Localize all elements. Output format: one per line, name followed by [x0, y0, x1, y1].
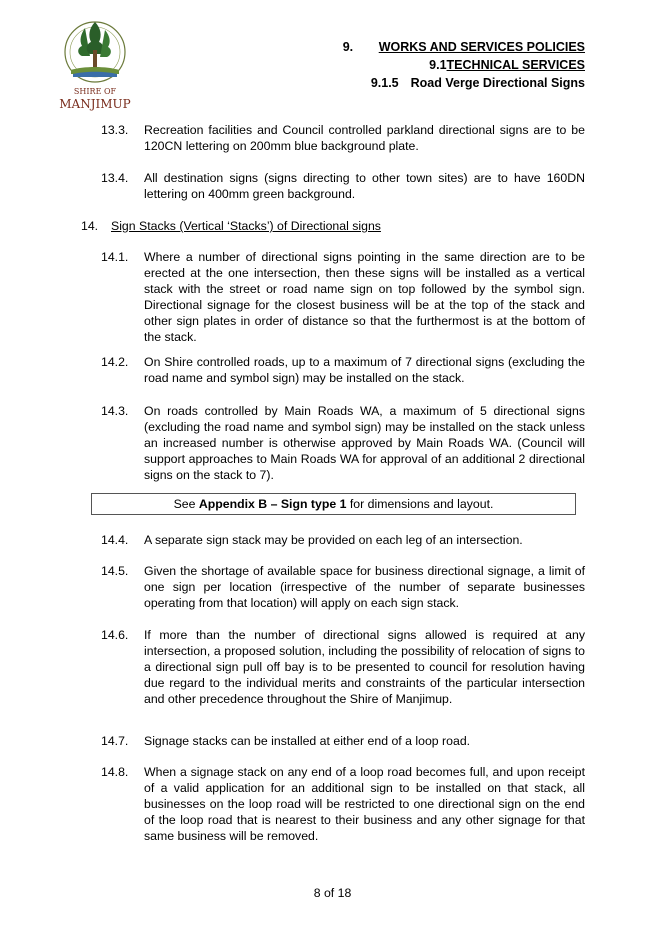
- paragraph-number: 14.8.: [101, 765, 129, 779]
- logo-text-line2: MANJIMUP: [59, 97, 131, 111]
- paragraph-number: 14.5.: [101, 564, 129, 578]
- header-section: [343, 56, 585, 74]
- paragraph-text: Recreation facilities and Council controlled parkland directional signs are to be 120CN lettering on 200mm blue background plate.: [144, 123, 585, 153]
- section-number: 9.1: [429, 58, 447, 72]
- header-chapter: [343, 38, 585, 56]
- box-text-post: for dimensions and layout.: [346, 497, 494, 511]
- chapter-title: WORKS AND SERVICES POLICIES: [378, 40, 585, 54]
- paragraph-text: All destination signs (signs directing to other town sites) are to have 160DN lettering on 400mm green background.: [144, 171, 585, 201]
- paragraph-text: When a signage stack on any end of a loop road becomes full, and upon receipt of a valid application for an additional sign to be installed on that stack, all businesses on the loop road will be restricted to one directional sign on the end of the loop road that is nearest to their business and any other signage for that same business will be removed.: [144, 765, 585, 843]
- paragraph-text: On Shire controlled roads, up to a maximum of 7 directional signs (excluding the road name and symbol sign) may be installed on the stack.: [144, 355, 585, 385]
- page-header: [343, 38, 585, 92]
- paragraph-text: Signage stacks can be installed at either end of a loop road.: [144, 734, 471, 748]
- paragraph-number: 14.4.: [101, 533, 129, 547]
- subsection-number: 9.1.5: [370, 76, 399, 90]
- page-number: 8 of 18: [313, 886, 352, 900]
- header-subsection: [343, 74, 585, 92]
- paragraph-number: 13.4.: [101, 171, 129, 185]
- paragraph-number: 14.3.: [101, 404, 129, 418]
- paragraph-number: 14.7.: [101, 734, 129, 748]
- section-number: 14.: [81, 219, 99, 233]
- paragraph-text: Given the shortage of available space for business directional signage, a limit of one sign per location (irrespective of the number of separate businesses operating from that location) will apply on each sign stack.: [144, 564, 585, 610]
- box-text-pre: See: [173, 497, 199, 511]
- logo-text-line1: SHIRE OF: [73, 87, 117, 96]
- paragraph-text: If more than the number of directional signs allowed is required at any intersection, a proposed solution, including the possibility of relocation of signs to a directional sign pull off bay is to be presented to council for resolution having due regard to the individual merits and constraints of the particular intersection and other precedence throughout the Shire of Manjimup.: [144, 628, 585, 706]
- appendix-reference-box: [91, 493, 576, 515]
- section-title: TECHNICAL SERVICES: [446, 58, 585, 72]
- paragraph-text: Where a number of directional signs pointing in the same direction are to be erected at the one intersection, then these signs will be installed as a vertical stack with the street or road name sign on top followed by the symbol sign. Directional signage for the closest business will be at the top of the stack and other sign plates in order of distance so that the furthermost is at the bottom of the stack.: [144, 250, 585, 344]
- box-text-bold: Appendix B – Sign type 1: [198, 497, 347, 511]
- subsection-title: Road Verge Directional Signs: [410, 76, 585, 90]
- paragraph-number: 13.3.: [101, 123, 129, 137]
- section-heading: Sign Stacks (Vertical ‘Stacks’) of Directional signs: [111, 219, 381, 233]
- paragraph-number: 14.2.: [101, 355, 129, 369]
- paragraph-number: 14.1.: [101, 250, 129, 264]
- chapter-number: 9.: [342, 40, 354, 54]
- paragraph-text: A separate sign stack may be provided on each leg of an intersection.: [144, 533, 523, 547]
- paragraph-text: On roads controlled by Main Roads WA, a maximum of 5 directional signs (excluding the road name and symbol sign) may be installed on the stack unless an increased number is otherwise approved by Main Roads WA. (Council will support approaches to Main Roads WA for approval of an additional 2 directional signs on the stack to 7).: [144, 404, 585, 482]
- shire-logo: [55, 14, 135, 114]
- paragraph-number: 14.6.: [101, 628, 129, 642]
- shire-logo-icon: [55, 14, 135, 114]
